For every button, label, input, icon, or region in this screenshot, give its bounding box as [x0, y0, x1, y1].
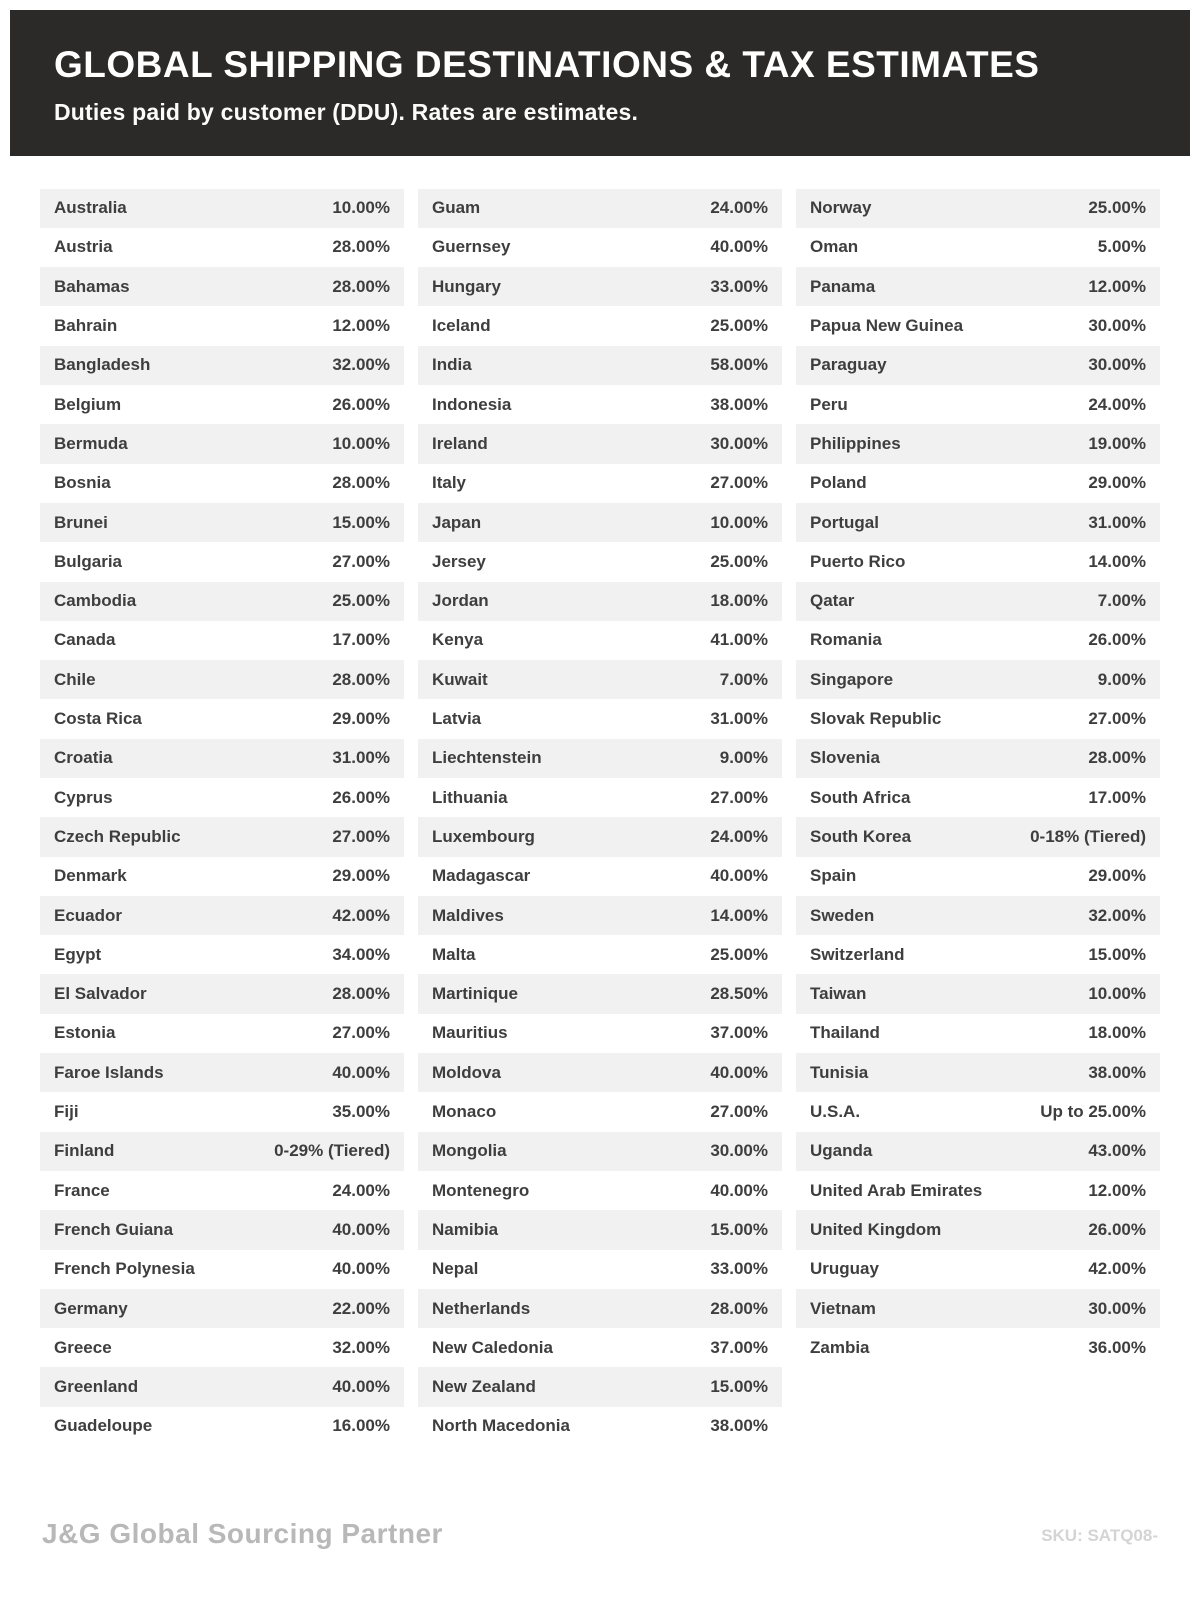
tax-rate: 58.00%: [710, 355, 768, 375]
table-row: [418, 346, 782, 385]
table-row: [796, 189, 1160, 228]
country-name: United Kingdom: [810, 1219, 942, 1239]
tax-rate: 40.00%: [710, 1062, 768, 1082]
tax-rate: 28.00%: [332, 984, 390, 1004]
table-row: [796, 385, 1160, 424]
tax-rate: 12.00%: [1088, 276, 1146, 296]
table-row: [40, 621, 404, 660]
table-row: [418, 896, 782, 935]
country-name: Mauritius: [432, 1023, 508, 1043]
country-name: Bermuda: [54, 433, 128, 453]
tax-rate: 15.00%: [1088, 944, 1146, 964]
country-name: Greece: [54, 1337, 112, 1357]
table-row: [40, 857, 404, 896]
table-row: [40, 503, 404, 542]
country-name: Chile: [54, 669, 96, 689]
rate-column-3: [796, 189, 1160, 1368]
country-name: Greenland: [54, 1377, 139, 1397]
table-row: [796, 267, 1160, 306]
tax-rate: 0-29% (Tiered): [274, 1141, 390, 1161]
tax-rate: 25.00%: [1088, 198, 1146, 218]
tax-rate: 40.00%: [332, 1259, 390, 1279]
tax-rate: 14.00%: [710, 905, 768, 925]
country-name: United Arab Emirates: [810, 1180, 983, 1200]
table-row: [796, 739, 1160, 778]
country-name: French Guiana: [54, 1219, 174, 1239]
country-name: Vietnam: [810, 1298, 876, 1318]
table-row: [796, 1289, 1160, 1328]
table-row: [40, 1014, 404, 1053]
table-row: [418, 660, 782, 699]
tax-rate: 38.00%: [710, 1416, 768, 1436]
tax-rate: 19.00%: [1088, 433, 1146, 453]
tax-rate: 14.00%: [1088, 551, 1146, 571]
country-name: New Caledonia: [432, 1337, 553, 1357]
tax-rate: 28.00%: [332, 669, 390, 689]
rate-column-1: [40, 189, 404, 1447]
table-row: [40, 1132, 404, 1171]
tax-rate: 29.00%: [332, 866, 390, 886]
tax-rate: 30.00%: [710, 433, 768, 453]
country-name: Denmark: [54, 866, 127, 886]
tax-rate: Up to 25.00%: [1040, 1102, 1146, 1122]
table-row: [796, 1132, 1160, 1171]
rates-table: [0, 189, 1200, 1447]
country-name: Puerto Rico: [810, 551, 906, 571]
tax-rate: 12.00%: [332, 316, 390, 336]
table-row: [418, 1407, 782, 1446]
tax-rate: 42.00%: [332, 905, 390, 925]
country-name: Australia: [54, 198, 127, 218]
tax-rate: 29.00%: [1088, 473, 1146, 493]
tax-rate: 32.00%: [1088, 905, 1146, 925]
country-name: Costa Rica: [54, 709, 142, 729]
table-row: [418, 1250, 782, 1289]
tax-rate: 24.00%: [710, 198, 768, 218]
country-name: Monaco: [432, 1102, 497, 1122]
country-name: Latvia: [432, 709, 482, 729]
table-row: [40, 346, 404, 385]
tax-rate: 32.00%: [332, 355, 390, 375]
table-row: [796, 542, 1160, 581]
table-row: [40, 1367, 404, 1406]
table-row: [418, 1092, 782, 1131]
country-name: Guam: [432, 198, 481, 218]
country-name: New Zealand: [432, 1377, 536, 1397]
country-name: Austria: [54, 237, 113, 257]
country-name: Madagascar: [432, 866, 531, 886]
tax-rate: 30.00%: [1088, 355, 1146, 375]
tax-rate: 9.00%: [1097, 669, 1146, 689]
country-name: Liechtenstein: [432, 748, 542, 768]
table-row: [418, 1210, 782, 1249]
tax-rate: 27.00%: [710, 473, 768, 493]
tax-rate: 31.00%: [710, 709, 768, 729]
country-name: Slovenia: [810, 748, 880, 768]
country-name: Lithuania: [432, 787, 508, 807]
tax-rate: 27.00%: [332, 826, 390, 846]
tax-rate: 34.00%: [332, 944, 390, 964]
country-name: Sweden: [810, 905, 875, 925]
table-row: [796, 699, 1160, 738]
country-name: Bahamas: [54, 276, 130, 296]
country-name: Jersey: [432, 551, 486, 571]
table-row: [418, 385, 782, 424]
table-row: [796, 1210, 1160, 1249]
table-row: [418, 778, 782, 817]
country-name: Japan: [432, 512, 482, 532]
tax-rate: 7.00%: [719, 669, 768, 689]
table-row: [796, 817, 1160, 856]
sku-label: SKU: SATQ08-: [1041, 1526, 1158, 1545]
country-name: Slovak Republic: [810, 709, 942, 729]
tax-rate: 26.00%: [1088, 630, 1146, 650]
table-row: [40, 1250, 404, 1289]
table-row: [418, 974, 782, 1013]
tax-rate: 27.00%: [332, 551, 390, 571]
tax-rate: 31.00%: [1088, 512, 1146, 532]
country-name: South Africa: [810, 787, 911, 807]
country-name: Canada: [54, 630, 116, 650]
page-footer: [0, 1518, 1200, 1600]
table-row: [418, 1289, 782, 1328]
table-row: [418, 1171, 782, 1210]
country-name: Netherlands: [432, 1298, 531, 1318]
country-name: Guadeloupe: [54, 1416, 153, 1436]
table-row: [40, 1210, 404, 1249]
country-name: Poland: [810, 473, 867, 493]
country-name: India: [432, 355, 472, 375]
country-name: Faroe Islands: [54, 1062, 164, 1082]
country-name: Maldives: [432, 905, 504, 925]
table-row: [40, 935, 404, 974]
country-name: El Salvador: [54, 984, 147, 1004]
country-name: Uganda: [810, 1141, 873, 1161]
table-row: [418, 1328, 782, 1367]
tax-rate: 40.00%: [332, 1062, 390, 1082]
table-row: [796, 1014, 1160, 1053]
country-name: Ecuador: [54, 905, 123, 925]
tax-rate: 24.00%: [710, 826, 768, 846]
table-row: [796, 306, 1160, 345]
table-row: [40, 1171, 404, 1210]
tax-rate: 10.00%: [332, 433, 390, 453]
table-row: [418, 503, 782, 542]
table-row: [40, 1289, 404, 1328]
country-name: Estonia: [54, 1023, 116, 1043]
country-name: Bosnia: [54, 473, 111, 493]
tax-rate: 18.00%: [710, 591, 768, 611]
table-row: [796, 228, 1160, 267]
country-name: Malta: [432, 944, 476, 964]
tax-rate: 36.00%: [1088, 1337, 1146, 1357]
table-row: [418, 699, 782, 738]
tax-rate: 25.00%: [710, 944, 768, 964]
tax-rate: 27.00%: [710, 787, 768, 807]
tax-rate: 28.00%: [332, 237, 390, 257]
tax-rate: 22.00%: [332, 1298, 390, 1318]
tax-rate: 26.00%: [1088, 1219, 1146, 1239]
table-row: [796, 464, 1160, 503]
country-name: Kuwait: [432, 669, 488, 689]
tax-rate: 38.00%: [1088, 1062, 1146, 1082]
country-name: Oman: [810, 237, 859, 257]
country-name: Italy: [432, 473, 467, 493]
tax-rate: 28.00%: [710, 1298, 768, 1318]
country-name: Egypt: [54, 944, 102, 964]
rate-column-2: [418, 189, 782, 1447]
table-row: [40, 778, 404, 817]
country-name: Switzerland: [810, 944, 905, 964]
country-name: Namibia: [432, 1219, 499, 1239]
tax-rate: 29.00%: [1088, 866, 1146, 886]
country-name: Tunisia: [810, 1062, 869, 1082]
table-row: [418, 267, 782, 306]
tax-rate: 15.00%: [710, 1377, 768, 1397]
table-row: [796, 935, 1160, 974]
tax-rate: 15.00%: [332, 512, 390, 532]
tax-rate: 31.00%: [332, 748, 390, 768]
tax-rate: 25.00%: [710, 551, 768, 571]
tax-rate: 30.00%: [710, 1141, 768, 1161]
tax-rate: 10.00%: [332, 198, 390, 218]
table-row: [40, 385, 404, 424]
tax-rate: 17.00%: [332, 630, 390, 650]
tax-rate: 28.50%: [710, 984, 768, 1004]
country-name: Kenya: [432, 630, 484, 650]
tax-rate: 41.00%: [710, 630, 768, 650]
table-row: [40, 896, 404, 935]
tax-rate: 43.00%: [1088, 1141, 1146, 1161]
tax-rate: 17.00%: [1088, 787, 1146, 807]
tax-rate: 35.00%: [332, 1102, 390, 1122]
country-name: Bulgaria: [54, 551, 123, 571]
country-name: Nepal: [432, 1259, 479, 1279]
table-row: [418, 228, 782, 267]
country-name: Zambia: [810, 1337, 870, 1357]
tax-rate: 38.00%: [710, 394, 768, 414]
table-row: [40, 424, 404, 463]
table-row: [418, 857, 782, 896]
tax-rate: 40.00%: [710, 237, 768, 257]
table-row: [796, 1053, 1160, 1092]
country-name: Taiwan: [810, 984, 867, 1004]
page-header: [10, 10, 1190, 156]
page-title: GLOBAL SHIPPING DESTINATIONS & TAX ESTIMATES: [54, 44, 1040, 85]
country-name: Croatia: [54, 748, 113, 768]
country-name: Jordan: [432, 591, 489, 611]
country-name: Montenegro: [432, 1180, 530, 1200]
table-row: [796, 1250, 1160, 1289]
table-row: [796, 1171, 1160, 1210]
table-row: [40, 582, 404, 621]
table-row: [418, 935, 782, 974]
tax-rate: 28.00%: [332, 276, 390, 296]
tax-rate: 30.00%: [1088, 316, 1146, 336]
country-name: Mongolia: [432, 1141, 507, 1161]
table-row: [796, 621, 1160, 660]
table-row: [40, 699, 404, 738]
tax-rate: 40.00%: [710, 866, 768, 886]
tax-rate: 27.00%: [1088, 709, 1146, 729]
page-subtitle: Duties paid by customer (DDU). Rates are estimates.: [54, 98, 639, 125]
country-name: France: [54, 1180, 110, 1200]
country-name: Luxembourg: [432, 826, 535, 846]
table-row: [418, 739, 782, 778]
tax-rate: 27.00%: [332, 1023, 390, 1043]
table-row: [418, 817, 782, 856]
tax-rate: 9.00%: [719, 748, 768, 768]
country-name: Panama: [810, 276, 876, 296]
table-row: [40, 464, 404, 503]
tax-rate: 12.00%: [1088, 1180, 1146, 1200]
country-name: Indonesia: [432, 394, 512, 414]
country-name: Papua New Guinea: [810, 316, 964, 336]
country-name: French Polynesia: [54, 1259, 195, 1279]
table-row: [418, 1367, 782, 1406]
table-row: [796, 857, 1160, 896]
tax-rate: 28.00%: [1088, 748, 1146, 768]
country-name: Fiji: [54, 1102, 79, 1122]
country-name: Guernsey: [432, 237, 511, 257]
table-row: [40, 660, 404, 699]
tax-rate: 40.00%: [710, 1180, 768, 1200]
table-row: [40, 1053, 404, 1092]
table-row: [40, 267, 404, 306]
table-row: [40, 817, 404, 856]
tax-rate: 16.00%: [332, 1416, 390, 1436]
country-name: Brunei: [54, 512, 108, 532]
country-name: Czech Republic: [54, 826, 181, 846]
table-row: [796, 424, 1160, 463]
tax-rate: 5.00%: [1097, 237, 1146, 257]
table-row: [796, 1328, 1160, 1367]
country-name: Thailand: [810, 1023, 880, 1043]
table-row: [418, 542, 782, 581]
tax-rate: 32.00%: [332, 1337, 390, 1357]
tax-rate: 29.00%: [332, 709, 390, 729]
country-name: Bangladesh: [54, 355, 151, 375]
country-name: Uruguay: [810, 1259, 879, 1279]
table-row: [40, 542, 404, 581]
tax-rate: 33.00%: [710, 276, 768, 296]
table-row: [418, 582, 782, 621]
country-name: Norway: [810, 198, 872, 218]
tax-rate: 24.00%: [332, 1180, 390, 1200]
tax-rate: 27.00%: [710, 1102, 768, 1122]
tax-rate: 33.00%: [710, 1259, 768, 1279]
tax-rate: 40.00%: [332, 1219, 390, 1239]
tax-rate: 15.00%: [710, 1219, 768, 1239]
country-name: Cambodia: [54, 591, 137, 611]
table-row: [418, 189, 782, 228]
tax-rate: 10.00%: [1088, 984, 1146, 1004]
country-name: U.S.A.: [810, 1102, 861, 1122]
country-name: South Korea: [810, 826, 912, 846]
table-row: [418, 424, 782, 463]
tax-rate: 24.00%: [1088, 394, 1146, 414]
country-name: Paraguay: [810, 355, 887, 375]
tax-rate: 40.00%: [332, 1377, 390, 1397]
country-name: Bahrain: [54, 316, 118, 336]
tax-rate: 10.00%: [710, 512, 768, 532]
tax-rate: 37.00%: [710, 1023, 768, 1043]
country-name: Ireland: [432, 433, 488, 453]
table-row: [40, 1328, 404, 1367]
table-row: [418, 1053, 782, 1092]
country-name: Iceland: [432, 316, 491, 336]
table-row: [796, 974, 1160, 1013]
table-row: [40, 974, 404, 1013]
tax-rate: 42.00%: [1088, 1259, 1146, 1279]
table-row: [796, 778, 1160, 817]
country-name: Martinique: [432, 984, 518, 1004]
table-row: [418, 1014, 782, 1053]
tax-rate: 7.00%: [1097, 591, 1146, 611]
brand-name: J&G Global Sourcing Partner: [42, 1518, 443, 1549]
table-row: [796, 660, 1160, 699]
tax-rate: 28.00%: [332, 473, 390, 493]
table-row: [418, 621, 782, 660]
country-name: Finland: [54, 1141, 115, 1161]
table-row: [796, 582, 1160, 621]
table-row: [40, 189, 404, 228]
table-row: [796, 1092, 1160, 1131]
country-name: Philippines: [810, 433, 901, 453]
tax-rate: 30.00%: [1088, 1298, 1146, 1318]
tax-rate: 25.00%: [710, 316, 768, 336]
country-name: Qatar: [810, 591, 855, 611]
table-row: [40, 1407, 404, 1446]
table-row: [40, 306, 404, 345]
tax-rate: 26.00%: [332, 787, 390, 807]
tax-rate: 18.00%: [1088, 1023, 1146, 1043]
table-row: [40, 739, 404, 778]
table-row: [796, 346, 1160, 385]
country-name: Singapore: [810, 669, 894, 689]
table-row: [418, 464, 782, 503]
table-row: [796, 896, 1160, 935]
table-row: [40, 1092, 404, 1131]
country-name: Spain: [810, 866, 857, 886]
table-row: [418, 1132, 782, 1171]
tax-rate: 0-18% (Tiered): [1030, 826, 1146, 846]
country-name: Hungary: [432, 276, 501, 296]
country-name: Germany: [54, 1298, 128, 1318]
country-name: Belgium: [54, 394, 122, 414]
country-name: Moldova: [432, 1062, 501, 1082]
country-name: Cyprus: [54, 787, 113, 807]
table-row: [796, 503, 1160, 542]
country-name: Romania: [810, 630, 882, 650]
tax-rate: 37.00%: [710, 1337, 768, 1357]
country-name: Portugal: [810, 512, 879, 532]
country-name: North Macedonia: [432, 1416, 570, 1436]
table-row: [40, 228, 404, 267]
table-row: [418, 306, 782, 345]
tax-rate: 26.00%: [332, 394, 390, 414]
country-name: Peru: [810, 394, 848, 414]
tax-rate: 25.00%: [332, 591, 390, 611]
